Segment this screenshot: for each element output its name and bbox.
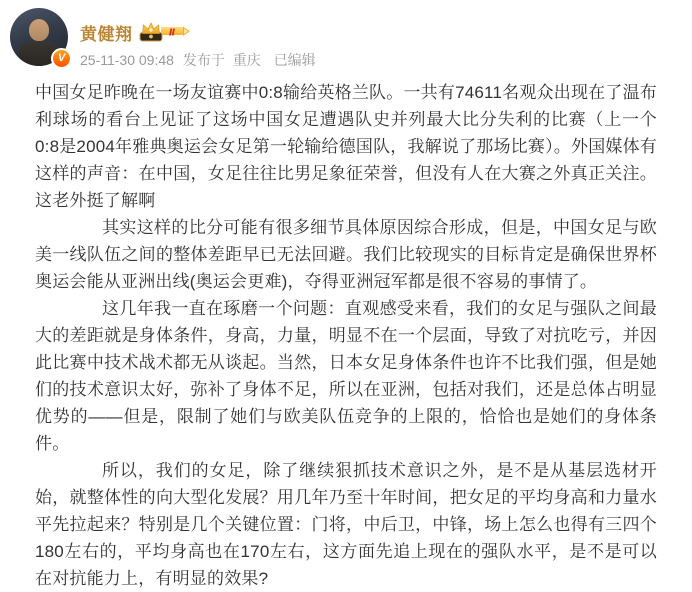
vip-level-numeral: Ⅱ [168,27,175,39]
source-prefix: 发布于 [182,52,225,68]
timestamp: 25-11-30 09:48 [80,52,174,68]
avatar-head-shape [29,19,49,41]
post-paragraph-2: 其实这样的比分可能有很多细节具体原因综合形成，但是，中国女足与欧美一线队伍之间的整体差距早已无法回避。我们比较现实的目标肯定是确保世界杯奥运会能从亚洲出线(奥运会更难)，夺得亚洲冠军都是很不容易的事情了。 [35,218,657,291]
post-paragraph-3: 这几年我一直在琢磨一个问题：直观感受来看，我们的女足与强队之间最大的差距就是身体条件，身高，力量，明显不在一个层面，导致了对抗吃亏，并因此比赛中技术战术都无从谈起。当然，日本女足身体条件也许不比我们强，但是她们的技术意识太好，弥补了身体不足，所以在亚洲，包括对我们，还是总体占明显优势的——但是，限制了她们与欧美队伍竞争的上限的，恰恰也是她们的身体条件。 [35,299,657,453]
edited-label[interactable]: 已编辑 [273,52,316,68]
post-paragraph-4: 所以，我们的女足，除了继续狠抓技术意识之外，是不是从基层选材开始，就整体性的向大型化发展？用几年乃至十年时间，把女足的平均身高和力量水平先拉起来？特别是几个关键位置：门将，中后卫，中锋，场上怎么也得有三四个180左右的，平均身高也在170左右，这方面先追上现在的强队水平，是不是可以在对抗能力上，有明显的效果? [35,461,657,588]
username[interactable]: 黄健翔 [80,24,133,44]
crown-level-icon [139,21,191,43]
post-meta [80,50,316,70]
post-header [80,20,316,70]
avatar[interactable] [10,8,68,66]
vip-membership-badge[interactable] [139,21,191,43]
location-link[interactable]: 重庆 [232,52,261,68]
post-paragraph-1: 中国女足昨晚在一场友谊赛中0:8输给英格兰队。一共有74611名观众出现在了温布利球场的看台上见证了这场中国女足遭遇队史并列最大比分失利的比赛（上一个0:8是2004年雅典奥运会女足第一轮输给德国队，我解说了那场比赛）。外国媒体有这样的声音：在中国，女足往往比男足象征荣誉，但没有人在大赛之外真正关注。这老外挺了解啊 [35,83,657,210]
post-content [35,79,657,592]
verified-v-icon: V [51,48,72,69]
